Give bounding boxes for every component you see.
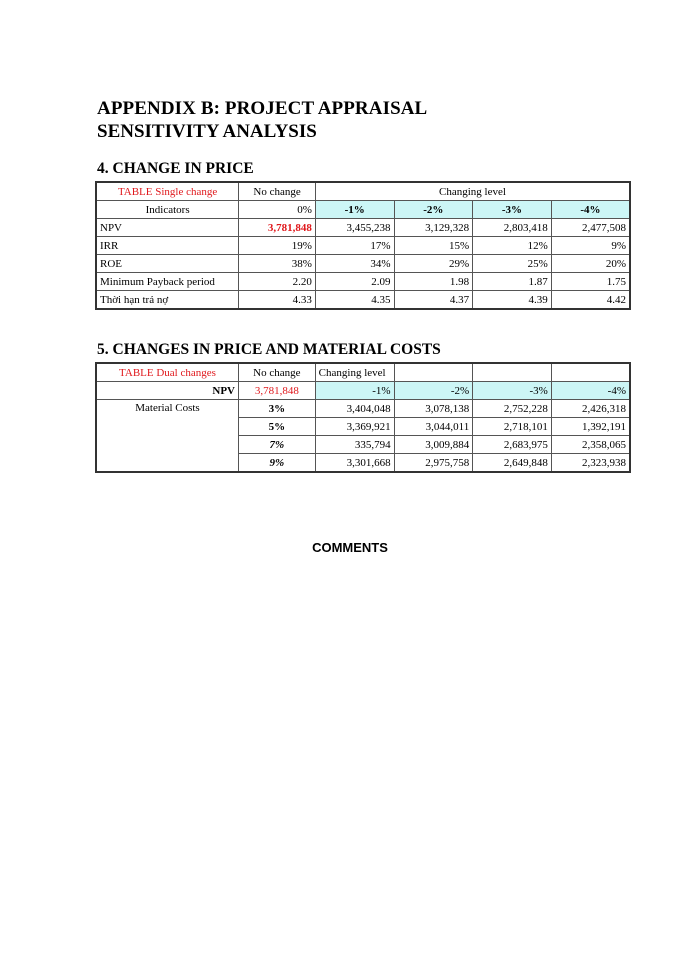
base-value-cell: 2.20 [239, 273, 316, 291]
level-header: -3% [473, 201, 552, 219]
changing-level-header: Changing level [315, 182, 630, 201]
value-cell: 9% [551, 237, 630, 255]
level-header: -2% [394, 201, 473, 219]
material-level-cell: 7% [238, 436, 315, 454]
level-header: -3% [473, 382, 552, 400]
value-cell: 25% [473, 255, 552, 273]
level-header: -4% [551, 201, 630, 219]
material-level-cell: 5% [238, 418, 315, 436]
table-levels-row [96, 201, 630, 219]
value-cell: 20% [551, 255, 630, 273]
value-cell: 4.42 [551, 291, 630, 310]
row-label: NPV [96, 219, 239, 237]
value-cell: 4.37 [394, 291, 473, 310]
table-row [96, 291, 630, 310]
value-cell: 2,803,418 [473, 219, 552, 237]
value-cell: 2,683,975 [473, 436, 552, 454]
table-row [96, 400, 630, 418]
no-change-header: No change [239, 182, 316, 201]
empty-cell [394, 363, 473, 382]
value-cell: 3,301,668 [315, 454, 394, 473]
level-header: -1% [315, 382, 394, 400]
table-header-row [96, 363, 630, 382]
value-cell: 4.35 [315, 291, 394, 310]
empty-cell [551, 363, 630, 382]
value-cell: 3,369,921 [315, 418, 394, 436]
value-cell: 34% [315, 255, 394, 273]
row-label: Minimum Payback period [96, 273, 239, 291]
row-label: Thời hạn trả nợ [96, 291, 239, 310]
section-4-heading: 4. CHANGE IN PRICE [97, 160, 254, 177]
value-cell: 3,455,238 [315, 219, 394, 237]
row-label: ROE [96, 255, 239, 273]
base-value-cell: 19% [239, 237, 316, 255]
indicators-header: Indicators [96, 201, 239, 219]
value-cell: 3,009,884 [394, 436, 473, 454]
comments-heading: COMMENTS [312, 540, 388, 555]
value-cell: 15% [394, 237, 473, 255]
value-cell: 2,426,318 [551, 400, 630, 418]
table-row [96, 219, 630, 237]
npv-label: NPV [96, 382, 238, 400]
material-level-cell: 3% [238, 400, 315, 418]
page-title-line-2: SENSITIVITY ANALYSIS [97, 121, 317, 142]
value-cell: 2,718,101 [473, 418, 552, 436]
table-label: TABLE Dual changes [96, 363, 238, 382]
value-cell: 2,323,938 [551, 454, 630, 473]
npv-base-value: 3,781,848 [238, 382, 315, 400]
table-row [96, 255, 630, 273]
base-value-cell: 3,781,848 [239, 219, 316, 237]
table-label: TABLE Single change [96, 182, 239, 201]
material-level-cell: 9% [238, 454, 315, 473]
table-row [96, 237, 630, 255]
value-cell: 17% [315, 237, 394, 255]
base-level-cell: 0% [239, 201, 316, 219]
value-cell: 3,404,048 [315, 400, 394, 418]
value-cell: 2,752,228 [473, 400, 552, 418]
value-cell: 3,078,138 [394, 400, 473, 418]
value-cell: 335,794 [315, 436, 394, 454]
value-cell: 2.09 [315, 273, 394, 291]
table-row [96, 273, 630, 291]
section-5-heading: 5. CHANGES IN PRICE AND MATERIAL COSTS [97, 341, 441, 358]
level-header: -1% [315, 201, 394, 219]
row-label: IRR [96, 237, 239, 255]
level-header: -2% [394, 382, 473, 400]
value-cell: 29% [394, 255, 473, 273]
table-header-row [96, 182, 630, 201]
value-cell: 2,477,508 [551, 219, 630, 237]
dual-change-table [95, 362, 631, 473]
empty-cell [473, 363, 552, 382]
value-cell: 2,649,848 [473, 454, 552, 473]
table-levels-row [96, 382, 630, 400]
single-change-table [95, 181, 631, 310]
level-header: -4% [551, 382, 630, 400]
value-cell: 3,044,011 [394, 418, 473, 436]
value-cell: 12% [473, 237, 552, 255]
base-value-cell: 4.33 [239, 291, 316, 310]
value-cell: 1,392,191 [551, 418, 630, 436]
material-costs-label: Material Costs [96, 400, 238, 473]
value-cell: 1.75 [551, 273, 630, 291]
page-title-line-1: APPENDIX B: PROJECT APPRAISAL [97, 98, 428, 119]
value-cell: 4.39 [473, 291, 552, 310]
no-change-header: No change [238, 363, 315, 382]
value-cell: 2,975,758 [394, 454, 473, 473]
value-cell: 1.87 [473, 273, 552, 291]
value-cell: 1.98 [394, 273, 473, 291]
changing-level-header: Changing level [315, 363, 394, 382]
value-cell: 3,129,328 [394, 219, 473, 237]
base-value-cell: 38% [239, 255, 316, 273]
value-cell: 2,358,065 [551, 436, 630, 454]
